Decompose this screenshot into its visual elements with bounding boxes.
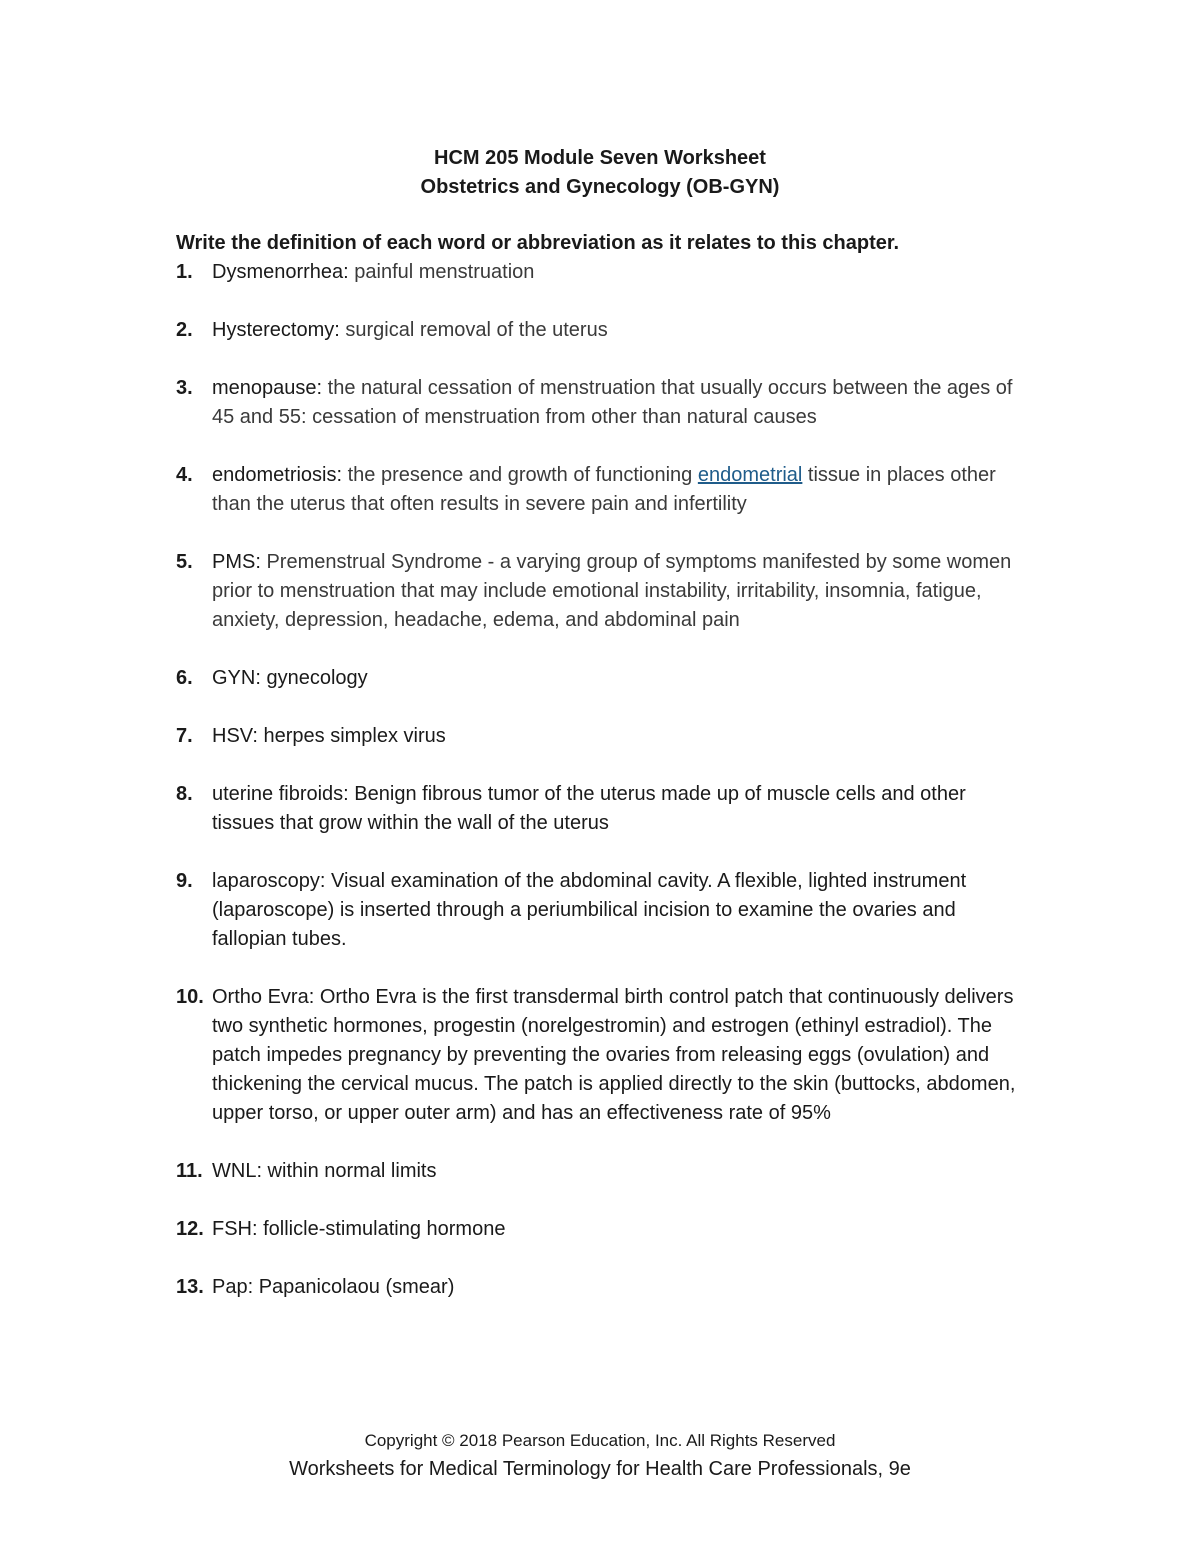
item-number: 1. xyxy=(176,261,193,283)
item-term: PMS: xyxy=(212,551,261,573)
item-number: 3. xyxy=(176,377,193,399)
item-term: FSH: xyxy=(212,1218,258,1240)
list-item xyxy=(176,1157,1016,1186)
item-definition: the presence and growth of functioning xyxy=(342,464,698,486)
item-definition: surgical removal of the uterus xyxy=(339,319,608,341)
item-term: laparoscopy: xyxy=(212,870,326,892)
item-definition: Premenstrual Syndrome - a varying group of symptoms manifested by some women prior to menstruation that may include emotional instability, irritability, insomnia, fatigue, anxiety, depression, headache, edema, and abdominal pain xyxy=(212,551,1012,631)
item-term: endometriosis: xyxy=(212,464,343,486)
list-item xyxy=(176,983,1016,1128)
item-definition: Ortho Evra is the first transdermal birth control patch that continuously delivers two synthetic hormones, progestin (norelgestromin) and estrogen (ethinyl estradiol). The patch impedes pregnancy by preventing the ovaries from releasing eggs (ovulation) and thickening the cervical mucus. The patch is applied directly to the skin (buttocks, abdomen, upper torso, or upper outer arm) and has an effectiveness rate of 95% xyxy=(212,986,1016,1124)
list-item xyxy=(176,1273,1016,1302)
item-term: Pap: xyxy=(212,1276,254,1298)
list-item xyxy=(176,722,1016,751)
item-term: Hysterectomy: xyxy=(212,319,340,341)
item-number: 5. xyxy=(176,551,193,573)
item-term: GYN: xyxy=(212,667,261,689)
item-definition: follicle-stimulating hormone xyxy=(257,1218,506,1240)
copyright-notice: Copyright © 2018 Pearson Education, Inc. All Rights Reserved xyxy=(364,1431,836,1450)
item-number: 12. xyxy=(176,1218,204,1240)
page-title: HCM 205 Module Seven Worksheet xyxy=(434,147,766,169)
item-term: menopause: xyxy=(212,377,323,399)
item-number: 7. xyxy=(176,725,193,747)
item-number: 6. xyxy=(176,667,193,689)
item-number: 4. xyxy=(176,464,193,486)
item-number: 9. xyxy=(176,870,193,892)
item-number: 10. xyxy=(176,986,204,1008)
page-footer xyxy=(0,1428,1200,1484)
item-number: 11. xyxy=(176,1160,203,1182)
list-item xyxy=(176,258,1016,287)
item-definition: Visual examination of the abdominal cavity. A flexible, lighted instrument (laparoscope) is inserted through a periumbilical incision to examine the ovaries and fallopian tubes. xyxy=(212,870,967,950)
item-definition: the natural cessation of menstruation that usually occurs between the ages of 45 and 55: cessation of menstruation from other than natural causes xyxy=(212,377,1013,428)
list-item xyxy=(176,461,1016,519)
item-definition: Papanicolaou (smear) xyxy=(253,1276,455,1298)
item-term: HSV: xyxy=(212,725,258,747)
title-block xyxy=(0,144,1200,202)
terms-list xyxy=(176,258,1016,1331)
item-number: 13. xyxy=(176,1276,204,1298)
item-definition-continued: tissue in places other than the uterus that often results in severe pain and infertility xyxy=(212,464,996,515)
endometrial-link[interactable]: endometrial xyxy=(697,464,803,486)
item-definition: painful menstruation xyxy=(348,261,535,283)
item-number: 2. xyxy=(176,319,193,341)
list-item xyxy=(176,664,1016,693)
item-term: uterine fibroids: xyxy=(212,783,349,805)
list-item xyxy=(176,316,1016,345)
list-item xyxy=(176,548,1016,635)
item-term: Ortho Evra: xyxy=(212,986,315,1008)
item-term: WNL: xyxy=(212,1160,262,1182)
list-item xyxy=(176,374,1016,432)
list-item xyxy=(176,867,1016,954)
item-definition: Benign fibrous tumor of the uterus made up of muscle cells and other tissues that grow within the wall of the uterus xyxy=(212,783,966,834)
instructions: Write the definition of each word or abbreviation as it relates to this chapter. xyxy=(176,232,900,254)
item-term: Dysmenorrhea: xyxy=(212,261,349,283)
list-item xyxy=(176,780,1016,838)
item-definition: herpes simplex virus xyxy=(257,725,446,747)
item-definition: gynecology xyxy=(260,667,368,689)
list-item xyxy=(176,1215,1016,1244)
book-title: Worksheets for Medical Terminology for Health Care Professionals, 9e xyxy=(289,1458,911,1480)
item-number: 8. xyxy=(176,783,193,805)
item-definition: within normal limits xyxy=(262,1160,437,1182)
page-subtitle: Obstetrics and Gynecology (OB-GYN) xyxy=(420,176,780,198)
